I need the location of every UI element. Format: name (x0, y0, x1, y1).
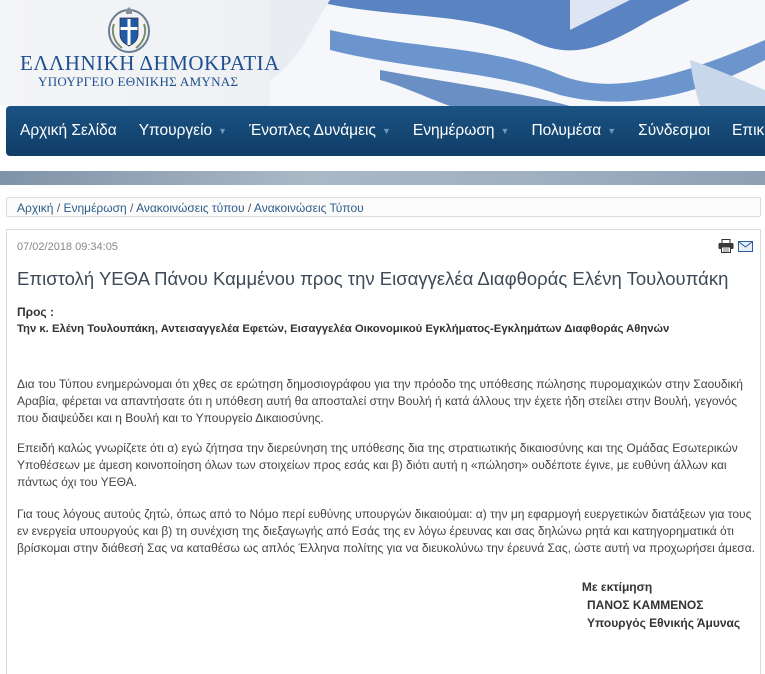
breadcrumb-press-releases[interactable]: Ανακοινώσεις τύπου (136, 201, 245, 215)
nav-item-label: Σύνδεσμοι (638, 122, 711, 139)
article-paragraph: Για τους λόγους αυτούς ζητώ, όπως από το Νόμο περί ευθύνης υπουργών δικαιούμαι: α) την μη εφαρμογή ευεργετικών διατάξεων για τους εν ενεργεία υπουργούς και β) τη συνέχιση της διεξαγωγής από Εσάς της εν λόγω έρευνας και σας δηλώνω ρητά και κατηγορηματικά ότι βρίσκομαι στην διάθεσή Σας να καταθέσω ως απλός Έλληνα πολίτης για να διευκολύνω την έρευνά Σας, ώστε αυτή να προχωρήσει άμεσα. (17, 507, 755, 555)
nav-item-label: Αρχική Σελίδα (20, 122, 117, 139)
nav-item-links[interactable] (638, 122, 710, 140)
greek-flag-banner (270, 0, 765, 106)
nav-item-ministry[interactable] (139, 122, 227, 140)
email-icon[interactable] (738, 241, 753, 252)
nav-item-label: Επικ (732, 122, 765, 139)
breadcrumb-separator: / (130, 201, 137, 215)
nav-item-label: Ένοπλες Δυνάμεις (249, 122, 376, 139)
article-paragraph: Επειδή καλώς γνωρίζετε ότι α) εγώ ζήτησα την διερεύνηση της υπόθεσης δια της στρατιωτικής δικαιοσύνης και της Ομάδας Εσωτερικών Υποθέσεων με άμεση κοινοποίηση όλων των στοιχείων προς εσάς και β) διότι αυτή η «πώληση» ουδέποτε έγινε, με ευθύνη άλλων και πάντως όχι του ΥΕΘΑ. (17, 441, 738, 489)
site-header (0, 0, 765, 106)
signature-name: ΠΑΝΟΣ ΚΑΜΜΕΝΟΣ (587, 598, 704, 612)
decorative-band (0, 171, 765, 185)
breadcrumb-home[interactable]: Αρχική (17, 201, 54, 215)
nav-item-label: Πολυμέσα (531, 122, 602, 139)
article (6, 229, 761, 674)
main-navigation (6, 106, 765, 156)
nav-item-multimedia[interactable] (531, 122, 616, 140)
article-title: Επιστολή ΥΕΘΑ Πάνου Καμμένου προς την Εισαγγελέα Διαφθοράς Ελένη Τουλουπάκη (17, 268, 729, 289)
article-date: 07/02/2018 09:34:05 (17, 241, 118, 253)
print-icon[interactable] (718, 239, 734, 253)
chevron-down-icon: ▼ (381, 126, 391, 136)
breadcrumb-separator: / (56, 201, 64, 215)
breadcrumb-news[interactable]: Ενημέρωση (63, 201, 127, 215)
nav-item-contact[interactable] (732, 122, 764, 140)
signature-role: Υπουργός Εθνικής Άμυνας (587, 616, 741, 630)
greek-coat-of-arms-icon (106, 6, 152, 54)
signature-closing: Με εκτίμηση (581, 580, 653, 594)
recipient-line: Την κ. Ελένη Τουλουπάκη, Αντεισαγγελέα Εφετών, Εισαγγελέα Οικονομικού Εγκλήματος-Εγκλημάτων Διαφθοράς Αθηνών (17, 323, 670, 335)
article-paragraph: Δια του Τύπου ενημερώνομαι ότι χθες σε ερώτηση δημοσιογράφου για την πρόοδο της υπόθεσης πώλησης πυρομαχικών στην Σαουδική Αραβία, φέρεται να απαντήσατε ότι η υπόθεση αυτή θα αποσταλεί στην Βουλή ή κατά άλλους την έχετε ήδη στείλει στην Βουλή, γεγονός που διαψεύδει και η Βουλή και το Υπουργείο Δικαιοσύνης. (17, 377, 743, 425)
ministry-name[interactable]: ΥΠΟΥΡΓΕΙΟ ΕΘΝΙΚΗΣ ΑΜΥΝΑΣ (38, 74, 239, 89)
nav-item-label: Υπουργείο (138, 122, 213, 139)
chevron-down-icon: ▼ (500, 126, 510, 136)
breadcrumb (6, 197, 761, 217)
chevron-down-icon: ▼ (218, 126, 228, 136)
breadcrumb-separator: / (247, 201, 254, 215)
nav-item-armed-forces[interactable] (249, 122, 391, 140)
nav-item-label: Ενημέρωση (412, 122, 495, 139)
chevron-down-icon: ▼ (607, 126, 617, 136)
recipient-label: Προς : (17, 305, 54, 319)
site-title[interactable]: ΕΛΛΗΝΙΚΗ ΔΗΜΟΚΡΑΤΙΑ (20, 51, 280, 75)
nav-item-news[interactable] (413, 122, 510, 140)
nav-item-home[interactable] (20, 122, 117, 140)
breadcrumb-current[interactable]: Ανακοινώσεις Τύπου (253, 201, 364, 215)
